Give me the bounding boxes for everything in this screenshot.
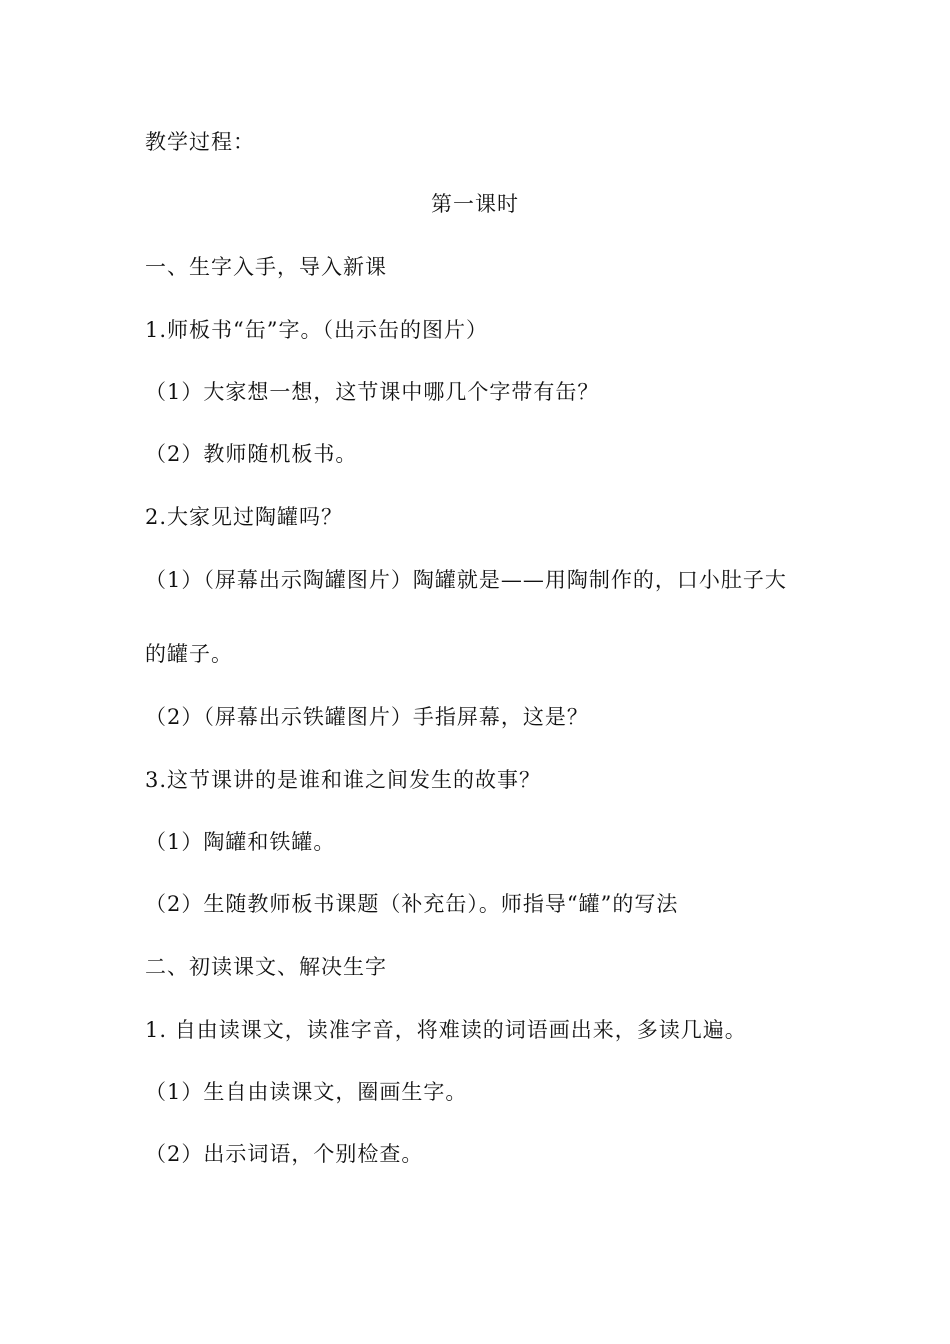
paragraph-line: 1. 自由读课文，读准字音，将难读的词语画出来，多读几遍。	[145, 1018, 747, 1042]
section-heading: 教学过程：	[145, 130, 255, 154]
paragraph-line: （1）生自由读课文，圈画生字。	[145, 1080, 468, 1104]
paragraph-line: （2）生随教师板书课题（补充缶）。师指导“罐”的写法	[145, 892, 679, 916]
paragraph-line: 3.这节课讲的是谁和谁之间发生的故事？	[145, 768, 542, 792]
paragraph-line: 2.大家见过陶罐吗？	[145, 505, 344, 529]
paragraph-line: （1）陶罐和铁罐。	[145, 830, 336, 854]
paragraph-line: 二、初读课文、解决生字	[145, 955, 387, 979]
paragraph-line: （1）大家想一想，这节课中哪几个字带有缶？	[145, 380, 600, 404]
paragraph-line: （2）教师随机板书。	[145, 442, 358, 466]
paragraph-line: 的罐子。	[145, 642, 233, 666]
paragraph-line: （2）（屏幕出示铁罐图片）手指屏幕，这是？	[145, 705, 589, 729]
paragraph-line: 1.师板书“缶”字。（出示缶的图片）	[145, 318, 489, 342]
paragraph-line: 一、生字入手，导入新课	[145, 255, 387, 279]
session-title: 第一课时	[431, 192, 519, 216]
paragraph-line: （2）出示词语，个别检查。	[145, 1142, 424, 1166]
paragraph-line: （1）（屏幕出示陶罐图片）陶罐就是——用陶制作的，口小肚子大	[145, 568, 787, 592]
